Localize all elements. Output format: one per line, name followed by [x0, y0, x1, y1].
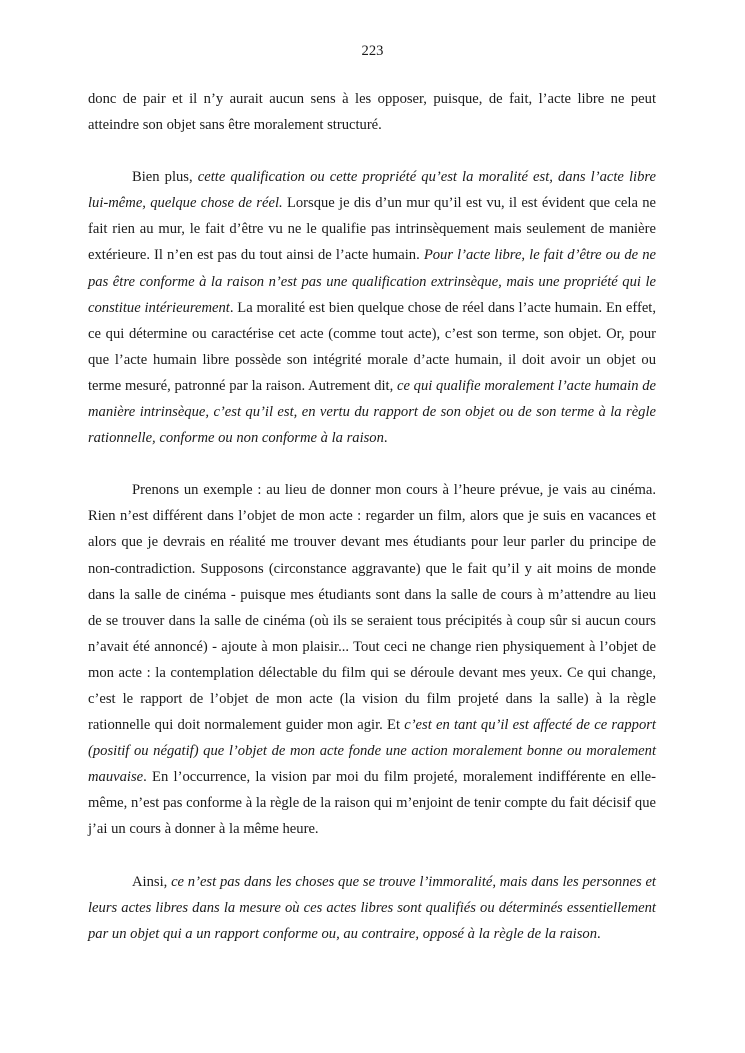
paragraph-1 — [88, 86, 656, 138]
italic-text-run: ce n’est pas dans les choses que se trouve l’immoralité, mais dans les personnes et leurs actes libres dans la mesure où ces actes libres sont qualifiés ou déterminés essentiellement par un objet qui a un rapport conforme ou, au contraire, opposé à la règle de la raison — [88, 873, 656, 942]
text-run: . — [383, 430, 388, 447]
paragraph-gap — [88, 451, 656, 477]
paragraph-3 — [88, 477, 656, 842]
text-run: . — [597, 925, 601, 942]
italic-text-run: Pour l’acte libre, le fait d’être ou de ne pas être conforme à la raison n’est pas une qualification extrinsèque, mais une propriété qui le constitue intérieurement — [88, 247, 656, 316]
text-run: Lorsque je dis d’un mur qu’il est vu, il est évident que cela ne fait rien au mur, le fait d’être vu ne le qualifie pas intrinsèquement mais seulement de manière extérieure. Il n’en est pas du tout ainsi de l’acte humain. — [88, 195, 656, 264]
italic-text-run: c’est en tant qu’il est affecté de ce rapport (positif ou négatif) que l’objet de mon acte fonde une action moralement bonne ou moralement mauvaise — [88, 717, 656, 786]
text-run: Ainsi, — [132, 873, 172, 890]
paragraph-gap — [88, 843, 656, 869]
body-text — [88, 86, 656, 947]
page-number: 223 — [361, 43, 384, 59]
text-run: . En l’occurrence, la vision par moi du film projeté, moralement indifférente en elle-même, n’est pas conforme à la règle de la raison qui m’enjoint de tenir compte du fait décisif que j’ai un cours à donner à la même heure. — [88, 769, 656, 838]
text-run: Prenons un exemple : au lieu de donner mon cours à l’heure prévue, je vais au cinéma. Rien n’est différent dans l’objet de mon acte : regarder un film, alors que je suis en vacances et alors que je devrais en réalité me trouver devant mes étudiants pour leur parler du principe de non-contradiction. Supposons (circonstance aggravante) que le fait qu’il y ait moins de monde dans la salle de cinéma - puisque mes étudiants sont dans la salle de cours à m’attendre au lieu de se trouver dans la salle de cinéma (où ils se seraient tous précipités à coup sûr si aucun cours n’avait été annoncé) - ajoute à mon plaisir... Tout ceci ne change rien physiquement à l’objet de mon acte : la contemplation délectable du film qui se déroule devant mes yeux. Ce qui change, c’est le rapport de l’objet de mon acte (la vision du film projeté dans la salle) à la règle rationnelle qui doit normalement guider mon agir. Et — [88, 482, 656, 734]
text-run: . La moralité est bien quelque chose de réel dans l’acte humain. En effet, ce qui détermine ou caractérise cet acte (comme tout acte), c’est son terme, son objet. Or, pour que l’acte humain libre possède son intégrité morale d’acte humain, il doit avoir un objet ou terme mesuré, patronné par la raison. Autrement dit, — [88, 299, 657, 394]
paragraph-gap — [88, 138, 656, 164]
text-run: Bien plus, — [132, 169, 198, 186]
italic-text-run: ce qui qualifie moralement l’acte humain de manière intrinsèque, c’est qu’il est, en vertu du rapport de son objet ou de son terme à la règle rationnelle, conforme ou non conforme à la raison — [88, 377, 656, 447]
paragraph-4 — [88, 869, 656, 947]
paragraph-2 — [88, 164, 656, 451]
text-run: donc de pair et il n’y aurait aucun sens à les opposer, puisque, de fait, l’acte libre ne peut atteindre son objet sans être moralement structuré. — [88, 91, 656, 134]
italic-text-run: cette qualification ou cette propriété qu’est la moralité est, dans l’acte libre lui-même, quelque chose de réel. — [88, 169, 657, 212]
